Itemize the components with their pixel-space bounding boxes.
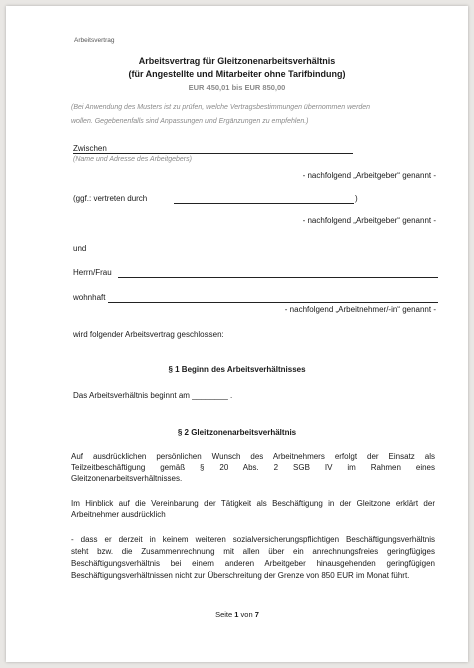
section2-p3-line2: steht bzw. die Zusammenrechnung mit allen über ein anrechnungsfreies geringfügiges — [71, 547, 435, 556]
section2-p1-line3: Gleitzonenarbeitsverhältnisses. — [71, 474, 183, 483]
employer-name-line[interactable] — [73, 153, 353, 154]
section1-heading: § 1 Beginn des Arbeitsverhältnisses — [168, 365, 306, 374]
employee-name-line[interactable] — [118, 277, 438, 278]
section2-p1-line1: Auf ausdrücklichen persönlichen Wunsch des Arbeitnehmers erfolgt der Einsatz als — [71, 452, 435, 461]
contract-concluded-text: wird folgender Arbeitsvertrag geschlossen: — [73, 330, 224, 339]
usage-note-line1: (Bei Anwendung des Musters ist zu prüfen, welche Vertragsbestimmungen übernommen werden — [71, 104, 371, 111]
footer-middle: von — [238, 610, 255, 619]
between-label: Zwischen — [73, 144, 107, 153]
section2-p3-line4: Beschäftigungsverhältnissen nicht zur Überschreitung der Grenze von 850 EUR im Monat führt. — [71, 571, 410, 580]
document-page — [6, 6, 468, 662]
employee-reference: - nachfolgend „Arbeitnehmer/-in“ genannt - — [284, 305, 436, 314]
document-title: Arbeitsvertrag für Gleitzonenarbeitsverhältnis — [138, 56, 336, 66]
employer-hint: (Name und Adresse des Arbeitgebers) — [73, 156, 192, 163]
footer-page-total: 7 — [254, 610, 259, 619]
section2-p3-line1: - dass er derzeit in keinem weiteren sozialversicherungspflichtigen Beschäftigungsverhältnis — [71, 535, 435, 544]
represented-close: ) — [355, 194, 358, 203]
and-label: und — [73, 244, 87, 253]
employee-address-line[interactable] — [108, 302, 438, 303]
employer-reference: - nachfolgend „Arbeitgeber“ genannt - — [302, 171, 436, 180]
section2-heading: § 2 Gleitzonenarbeitsverhältnis — [177, 428, 297, 437]
section2-p2-line1: Im Hinblick auf die Vereinbarung der Tätigkeit als Beschäftigung in der Gleitzone erklärt der — [71, 499, 435, 508]
employer-reference-2: - nachfolgend „Arbeitgeber“ genannt - — [302, 216, 436, 225]
represented-label: (ggf.: vertreten durch — [73, 194, 148, 203]
section2-p2-line2: Arbeitnehmer ausdrücklich — [71, 510, 166, 519]
footer-page-number: 1 — [234, 610, 239, 619]
herr-frau-label: Herrn/Frau — [73, 268, 112, 277]
document-subtitle: (für Angestellte und Mitarbeiter ohne Tarifbindung) — [128, 69, 346, 79]
section2-p3-line3: Beschäftigungsverhältnis bei einem anderen Arbeitgeber hinausgehenden geringfügigen — [71, 559, 435, 568]
page-footer — [6, 610, 468, 619]
footer-prefix: Seite — [215, 610, 235, 619]
document-header-label: Arbeitsvertrag — [74, 37, 115, 44]
usage-note-line2: wollen. Gegebenenfalls sind Anpassungen und Ergänzungen zu empfehlen.) — [71, 118, 309, 125]
representative-line[interactable] — [174, 203, 354, 204]
section2-p1-line2: Teilzeitbeschäftigung gemäß § 20 Abs. 2 SGB IV im Rahmen eines — [71, 463, 435, 472]
resident-label: wohnhaft — [73, 293, 106, 302]
section1-text: Das Arbeitsverhältnis beginnt am ________ . — [73, 391, 233, 400]
wage-range: EUR 450,01 bis EUR 850,00 — [188, 83, 286, 92]
